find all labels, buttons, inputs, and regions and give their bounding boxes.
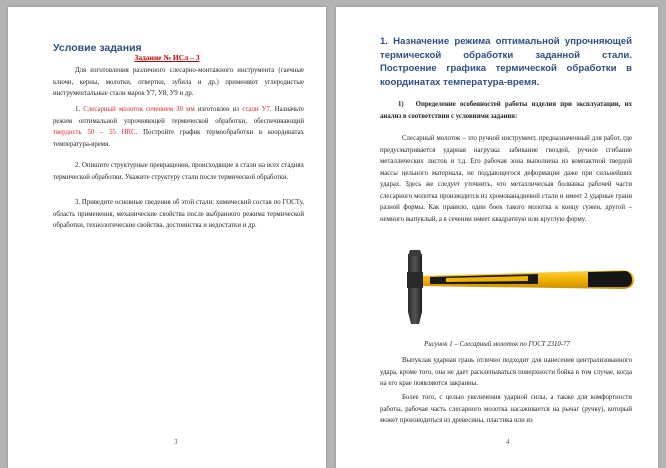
task-title: Задание № ИСл – 3 [134, 53, 200, 62]
page-number: 3 [174, 438, 178, 446]
task-item-3: 3. Приведите основные сведения об этой стали: химический состав по ГОСТу, область применения, механические свойства после выбранного режима термической обработки, технологические свойства, достоинства и недостатки и др. [53, 199, 304, 229]
paragraph-handle: Более того, с целью увеличения ударной силы, а также для комфортности работы, рабочая часть слесарного молотка насаживается на рычаг (ручку), который может производиться из древесины, пластика или из [380, 394, 632, 424]
item1-tail-text: . Постройте график термообработки в координатах температура-время. [53, 129, 304, 148]
document-page-3 [8, 7, 326, 468]
task-item-1 [53, 104, 304, 150]
section-heading-conditions: Условие задания [53, 42, 142, 54]
subheading-text: Определение особенностей работы изделия при эксплуатации, их анализ в соответствии с условиями задания: [380, 101, 632, 120]
item1-mid-text: изготовлен из [194, 106, 243, 113]
task-item-2: 2. Опишите структурные превращения, происходящие в стали на всех стадиях термической обработки. Укажите структуру стали после термической обработки. [53, 162, 304, 181]
item1-red-steel: стали У7 [242, 106, 270, 113]
hammer-head [407, 250, 423, 324]
item1-red-hammer: Слесарный молоток сечением 30 мм [83, 106, 195, 113]
page-number: 4 [506, 438, 510, 446]
subheading-number: 1) [398, 101, 404, 108]
hammer-image [388, 250, 638, 328]
section-heading-main: 1. Назначение режима оптимальной упрочняющей термической обработки заданной стали. Построение графика термической обработки в координатах температура-время. [380, 36, 632, 88]
subheading-1 [380, 99, 632, 122]
item1-red-hardness: твердость 50 – 55 HRC [53, 129, 136, 136]
document-page-4 [336, 7, 658, 468]
hammer-handle [418, 270, 634, 289]
paragraph-convex-face: Выпуклая ударная грань отлично подходит для нанесения централизованного удара, кроме того, она не дает расклепываться поверхности бойка в том случае, когда на его крае появляются закраины. [380, 357, 632, 387]
intro-paragraph: Для изготовления различного слесарно-монтажного инструмента (гаечные ключи, керны, молотки, отвертки, зубила и др.) применяют углеродистые инструментальные стали марок У7, У8, У9 и др. [53, 67, 304, 97]
item1-number: 1. [75, 106, 81, 113]
paragraph-hammer-description: Слесарный молоток – это ручной инструмент, предназначенный для работ, где предусматривается ударная нагрузка: забивание гвоздей, ручное сгибание металлических листов и т.д. Его рабочая зона выполнена из компактной твердой массы цельного материала, не поддающегося деформации даже при сильнейших ударах. Здесь же следует уточнить, что металлическая болванка рабочей части слесарного молотка производится из хромованадиевой стали и имеет 2 ударные грани разной формы. Как правило, один боек такого молотка к концу сужен, другой – немного выпуклый, а в сечении имеет квадратную или круглую форму. [380, 135, 632, 223]
item1-after-text: . Назначьте режим оптимальной упрочняющей термической обработки, обеспечивающий [53, 106, 305, 125]
figure-caption: Рисунок 1 – Слесарный молоток по ГОСТ 2310-77 [424, 341, 570, 348]
